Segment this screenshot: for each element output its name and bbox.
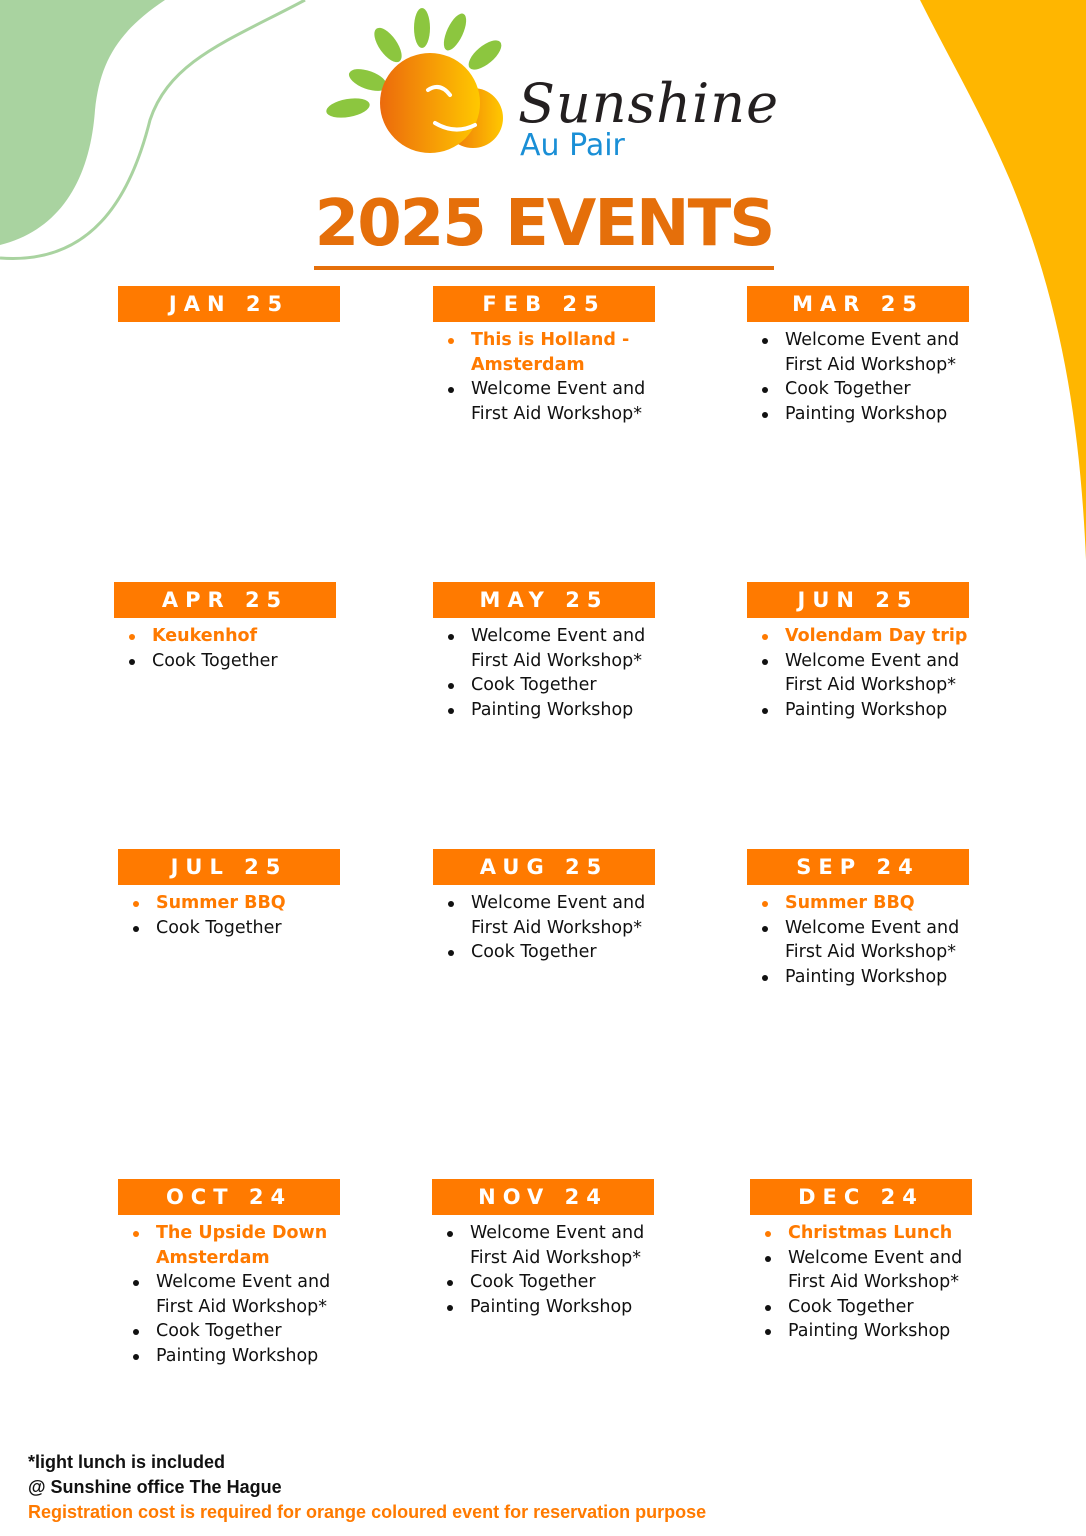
month-header: APR 25 [114, 582, 336, 618]
month-header: JUN 25 [747, 582, 969, 618]
paid-event-item: Christmas Lunch [750, 1221, 998, 1246]
month-header: NOV 24 [432, 1179, 654, 1215]
footnote-registration: Registration cost is required for orange coloured event for reservation purpose [28, 1502, 707, 1522]
event-item: Painting Workshop [750, 1319, 998, 1344]
footnote-location: @ Sunshine office The Hague [28, 1477, 282, 1497]
month-header: OCT 24 [118, 1179, 340, 1215]
event-item: Welcome Event and First Aid Workshop* [747, 328, 995, 377]
event-item: Welcome Event and First Aid Workshop* [118, 1270, 366, 1319]
month-header: JAN 25 [118, 286, 340, 322]
event-item: Welcome Event and First Aid Workshop* [747, 649, 995, 698]
event-item: Welcome Event and First Aid Workshop* [433, 891, 681, 940]
paid-event-item: Summer BBQ [747, 891, 995, 916]
event-item: Cook Together [747, 377, 995, 402]
event-list [433, 891, 683, 965]
event-list [114, 624, 364, 673]
paid-event-item: Summer BBQ [118, 891, 366, 916]
event-list [747, 624, 997, 722]
event-item: Cook Together [118, 916, 366, 941]
month-header: AUG 25 [433, 849, 655, 885]
month-block [118, 1179, 368, 1369]
month-block [118, 286, 368, 328]
event-item: Painting Workshop [747, 402, 995, 427]
paid-event-item: Keukenhof [114, 624, 362, 649]
month-block [433, 582, 683, 722]
event-list [433, 624, 683, 722]
event-list [747, 891, 997, 989]
month-block [432, 1179, 682, 1319]
month-block [433, 849, 683, 965]
event-list [118, 1221, 368, 1369]
event-item: Welcome Event and First Aid Workshop* [433, 377, 681, 426]
event-list [433, 328, 683, 426]
event-list [118, 891, 368, 940]
event-item: Cook Together [432, 1270, 680, 1295]
event-item: Painting Workshop [118, 1344, 366, 1369]
month-header: DEC 24 [750, 1179, 972, 1215]
event-list [750, 1221, 1000, 1344]
month-block [747, 582, 997, 722]
month-header: MAY 25 [433, 582, 655, 618]
event-item: Cook Together [118, 1319, 366, 1344]
event-item: Cook Together [114, 649, 362, 674]
event-item: Welcome Event and First Aid Workshop* [747, 916, 995, 965]
paid-event-item: This is Holland - Amsterdam [433, 328, 681, 377]
month-block [114, 582, 364, 673]
paid-event-item: Volendam Day trip [747, 624, 995, 649]
event-item: Welcome Event and First Aid Workshop* [433, 624, 681, 673]
event-list [432, 1221, 682, 1319]
brand-subtitle: Au Pair [520, 128, 625, 163]
month-block [750, 1179, 1000, 1344]
event-item: Painting Workshop [747, 698, 995, 723]
page-title: 2025 EVENTS [314, 182, 774, 270]
month-block [747, 286, 997, 426]
footnote-lunch: *light lunch is included [28, 1452, 226, 1472]
event-item: Welcome Event and First Aid Workshop* [432, 1221, 680, 1270]
event-list [747, 328, 997, 426]
month-header: FEB 25 [433, 286, 655, 322]
month-block [747, 849, 997, 989]
paid-event-item: The Upside Down Amsterdam [118, 1221, 366, 1270]
month-block [433, 286, 683, 426]
event-item: Cook Together [433, 673, 681, 698]
month-header: SEP 24 [747, 849, 969, 885]
event-item: Painting Workshop [432, 1295, 680, 1320]
month-block [118, 849, 368, 940]
month-header: MAR 25 [747, 286, 969, 322]
month-header: JUL 25 [118, 849, 340, 885]
event-item: Painting Workshop [747, 965, 995, 990]
event-item: Painting Workshop [433, 698, 681, 723]
brand-name: Sunshine [518, 72, 780, 135]
event-item: Cook Together [750, 1295, 998, 1320]
event-item: Cook Together [433, 940, 681, 965]
event-item: Welcome Event and First Aid Workshop* [750, 1246, 998, 1295]
